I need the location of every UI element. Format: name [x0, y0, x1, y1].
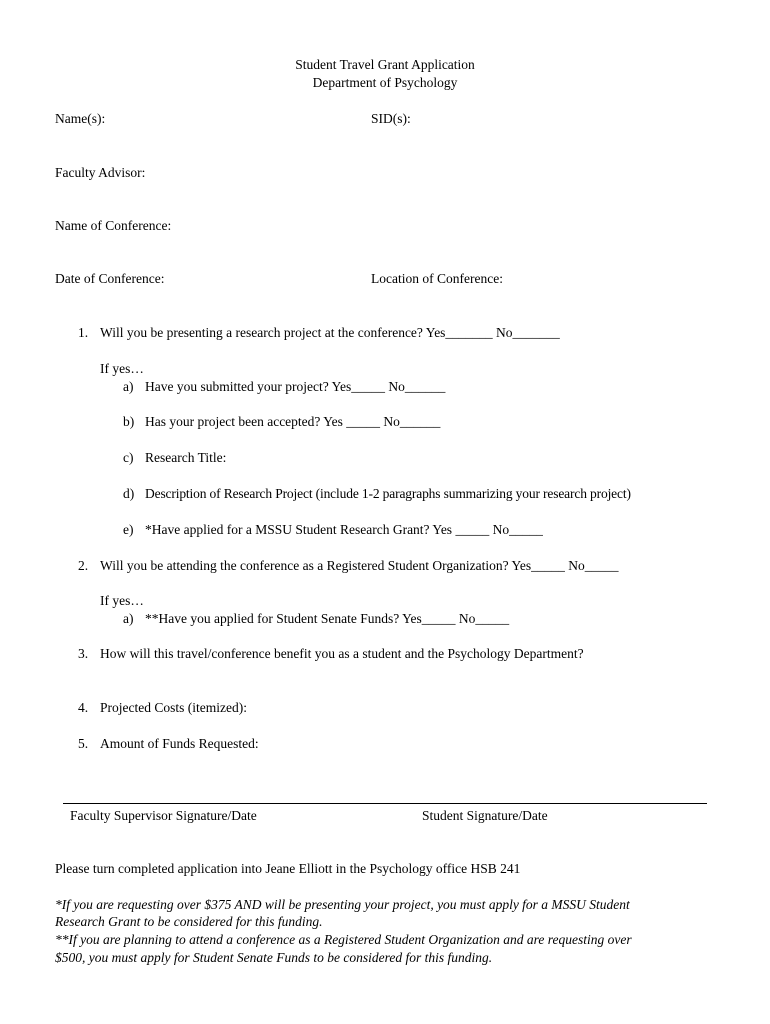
conference-date-label: Date of Conference:: [55, 271, 165, 286]
question-1b-number: b): [123, 414, 135, 429]
footnote-2-line-2: $500, you must apply for Student Senate Funds to be considered for this funding.: [55, 950, 493, 965]
question-1d-number: d): [123, 486, 135, 501]
faculty-signature-label: Faculty Supervisor Signature/Date: [70, 808, 257, 823]
form-subtitle: Department of Psychology: [312, 75, 458, 90]
footnote-2-line-1: **If you are planning to attend a conference as a Registered Student Organization and are requesting over: [55, 932, 632, 947]
footnote-1-line-2: Research Grant to be considered for this funding.: [55, 914, 323, 929]
question-1c-number: c): [123, 450, 134, 465]
footnote-1-line-1: *If you are requesting over $375 AND will be presenting your project, you must apply for a MSSU Student: [55, 897, 630, 912]
question-1-text: Will you be presenting a research project at the conference? Yes_______ No_______: [100, 325, 560, 340]
question-5-number: 5.: [78, 736, 89, 751]
question-1a-text: Have you submitted your project? Yes_____ No______: [145, 379, 446, 394]
question-2a-text: **Have you applied for Student Senate Funds? Yes_____ No_____: [145, 611, 510, 626]
question-1e-text: *Have applied for a MSSU Student Research Grant? Yes _____ No_____: [145, 522, 543, 537]
question-3-number: 3.: [78, 646, 89, 661]
question-1d-text: Description of Research Project (include 1-2 paragraphs summarizing your research project): [145, 486, 631, 501]
question-1e-number: e): [123, 522, 134, 537]
form-title: Student Travel Grant Application: [295, 57, 475, 72]
question-1a-number: a): [123, 379, 134, 394]
question-1-number: 1.: [78, 325, 89, 340]
question-4-text: Projected Costs (itemized):: [100, 700, 247, 715]
conference-location-label: Location of Conference:: [371, 271, 503, 286]
faculty-advisor-label: Faculty Advisor:: [55, 165, 146, 180]
names-label: Name(s):: [55, 111, 106, 126]
question-1-if-yes: If yes…: [100, 361, 144, 376]
sids-label: SID(s):: [371, 111, 411, 126]
question-2a-number: a): [123, 611, 134, 626]
question-3-text: How will this travel/conference benefit you as a student and the Psychology Department?: [100, 646, 584, 661]
student-signature-label: Student Signature/Date: [422, 808, 548, 823]
question-2-text: Will you be attending the conference as a Registered Student Organization? Yes_____ No_____: [100, 558, 619, 573]
conference-name-label: Name of Conference:: [55, 218, 172, 233]
question-2-number: 2.: [78, 558, 89, 573]
question-5-text: Amount of Funds Requested:: [100, 736, 259, 751]
signature-line: [63, 803, 707, 804]
question-1c-text: Research Title:: [145, 450, 227, 465]
question-2-if-yes: If yes…: [100, 593, 144, 608]
submission-instructions: Please turn completed application into Jeane Elliott in the Psychology office HSB 241: [55, 861, 521, 876]
question-4-number: 4.: [78, 700, 89, 715]
question-1b-text: Has your project been accepted? Yes _____ No______: [145, 414, 441, 429]
